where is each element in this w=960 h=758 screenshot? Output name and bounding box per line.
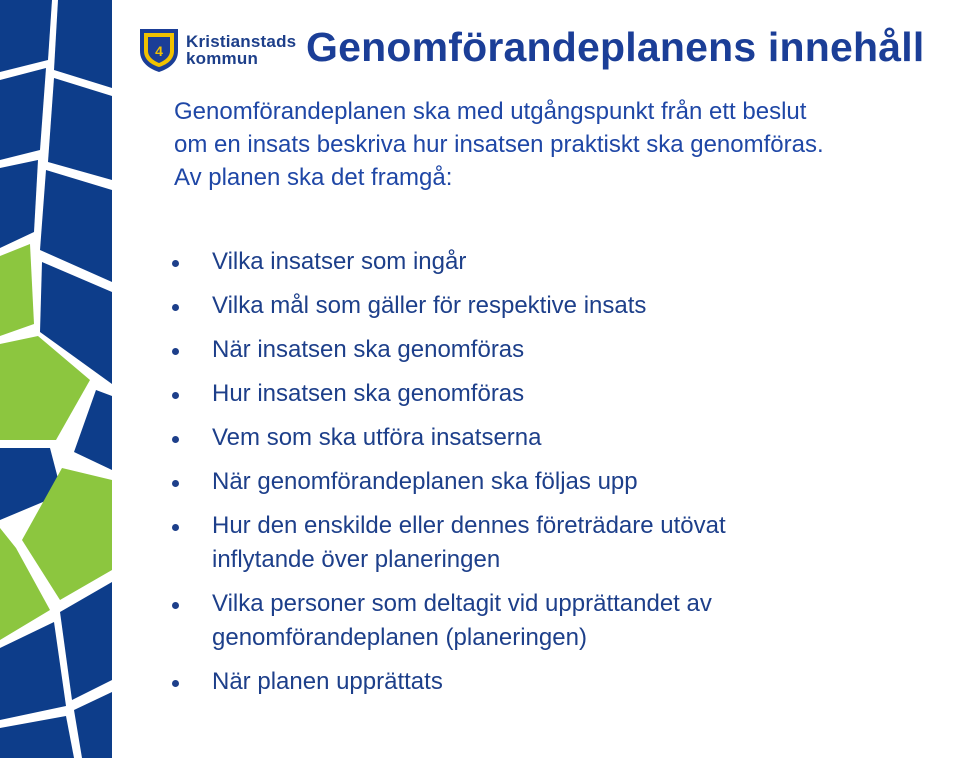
coat-of-arms-icon bbox=[138, 27, 180, 73]
bullet-text: När planen upprättats bbox=[212, 668, 443, 695]
bullet-dot-icon bbox=[172, 260, 179, 267]
bullet-list bbox=[172, 245, 942, 709]
bullet-item bbox=[172, 665, 942, 699]
bullet-item bbox=[172, 333, 942, 367]
logo-name-line1: Kristianstads bbox=[186, 32, 297, 51]
slide-title: Genomförandeplanens innehåll bbox=[306, 24, 925, 70]
bullet-text: När insatsen ska genomföras bbox=[212, 336, 525, 363]
bullet-text: Hur insatsen ska genomföras bbox=[212, 380, 525, 407]
bullet-text: Hur den enskilde eller dennes företrädare utövat bbox=[212, 512, 726, 539]
bullet-item bbox=[172, 587, 942, 655]
bullet-dot-icon bbox=[172, 348, 179, 355]
intro-line: om en insats beskriva hur insatsen praktiskt ska genomföras. bbox=[174, 131, 824, 158]
bullet-dot-icon bbox=[172, 436, 179, 443]
bullet-text-continued: genomförandeplanen (planeringen) bbox=[212, 624, 587, 651]
mosaic-pattern-decoration bbox=[0, 0, 120, 758]
bullet-dot-icon bbox=[172, 602, 179, 609]
intro-line: Av planen ska det framgå: bbox=[174, 164, 453, 191]
bullet-item bbox=[172, 289, 942, 323]
bullet-dot-icon bbox=[172, 524, 179, 531]
bullet-dot-icon bbox=[172, 304, 179, 311]
bullet-dot-icon bbox=[172, 480, 179, 487]
bullet-dot-icon bbox=[172, 680, 179, 687]
bullet-text: Vem som ska utföra insatserna bbox=[212, 424, 542, 451]
bullet-text: Vilka insatser som ingår bbox=[212, 248, 467, 275]
bullet-item bbox=[172, 377, 942, 411]
bullet-text: Vilka personer som deltagit vid upprättandet av bbox=[212, 590, 712, 617]
brand-logo bbox=[138, 26, 296, 74]
bullet-dot-icon bbox=[172, 392, 179, 399]
bullet-item bbox=[172, 465, 942, 499]
svg-text:4: 4 bbox=[155, 43, 163, 59]
bullet-text-continued: inflytande över planeringen bbox=[212, 546, 501, 573]
bullet-item bbox=[172, 245, 942, 279]
bullet-item bbox=[172, 421, 942, 455]
bullet-text: Vilka mål som gäller för respektive insats bbox=[212, 292, 647, 319]
intro-paragraph bbox=[174, 95, 944, 194]
intro-line: Genomförandeplanen ska med utgångspunkt från ett beslut bbox=[174, 98, 807, 125]
bullet-item bbox=[172, 509, 942, 577]
logo-name-line2: kommun bbox=[186, 49, 259, 68]
bullet-text: När genomförandeplanen ska följas upp bbox=[212, 468, 638, 495]
